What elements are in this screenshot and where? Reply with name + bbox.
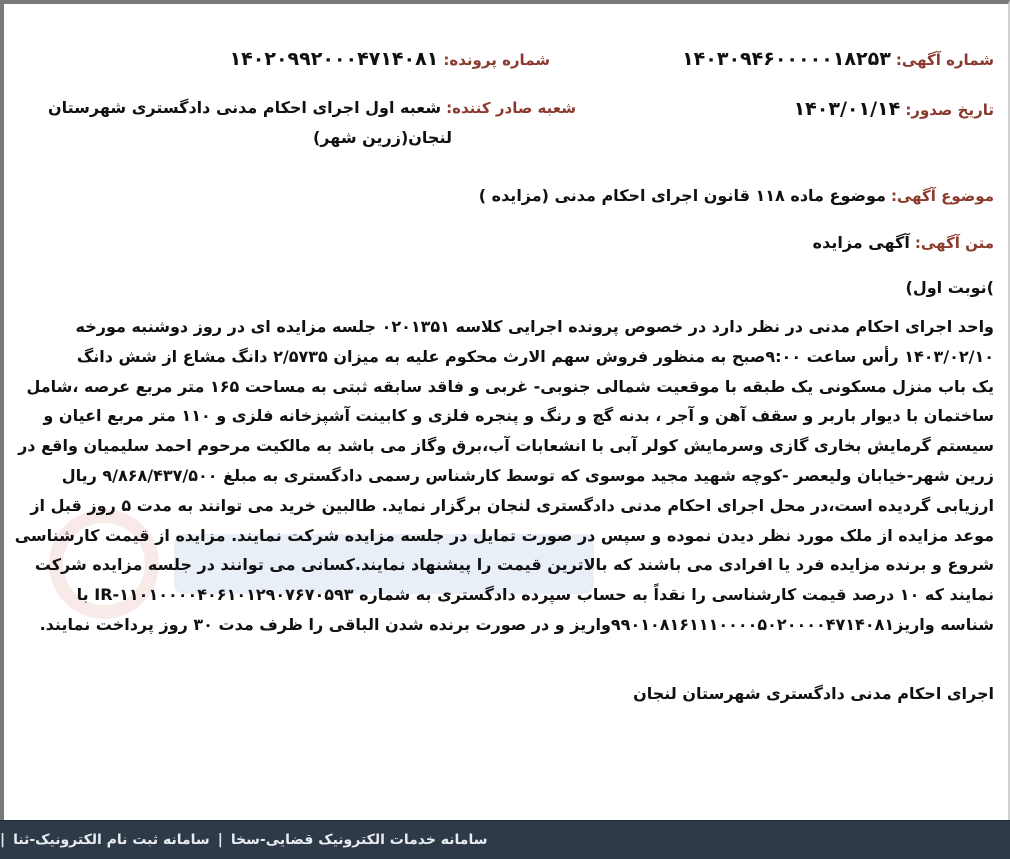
notice-title-row <box>813 233 994 252</box>
notice-number-row <box>682 48 994 70</box>
body-line: ارزیابی گردیده است،در محل اجرای احکام مدنی دادگستری لنجان برگزار نماید. طالبین خرید می توانند به مدت ۵ روز قبل از <box>30 495 994 515</box>
footer-link-sana[interactable]: سامانه ثبت نام الکترونیک-ثنا <box>13 832 210 848</box>
footer-separator-trailing: | <box>0 832 6 848</box>
notice-body <box>14 312 994 640</box>
issuing-branch-line1: شعبه اول اجرای احکام مدنی دادگستری شهرستان <box>47 98 442 117</box>
issuing-branch-label: شعبه صادر کننده: <box>446 99 576 117</box>
notice-signature: اجرای احکام مدنی دادگستری شهرستان لنجان <box>633 684 994 703</box>
body-line: شروع و برنده مزایده فرد یا افرادی می باشند که بالاترین قیمت را پیشنهاد نمایند.کسانی می توانند در جلسه مزایده شرکت <box>34 555 994 575</box>
subject-label: موضوع آگهی: <box>890 187 994 205</box>
notice-turn: )نوبت اول) <box>905 278 994 297</box>
issue-date-label: تاریخ صدور: <box>905 101 994 119</box>
case-number-row <box>230 48 550 70</box>
notice-number-label: شماره آگهی: <box>895 51 994 69</box>
footer-link-sakha[interactable]: سامانه خدمات الکترونیک قضایی-سخا <box>230 832 488 848</box>
body-line: ۱۴۰۳/۰۲/۱۰ رأس ساعت ۹:۰۰صبح به منظور فروش سهم الارث محکوم علیه به میزان ۲/۵۷۳۵ دانگ مشاع از شش دانگ <box>76 346 994 366</box>
case-number-label: شماره پرونده: <box>443 51 550 69</box>
case-number-value: ۱۴۰۲۰۹۹۲۰۰۰۴۷۱۴۰۸۱ <box>229 48 439 70</box>
body-line: ساختمان با دیوار باربر و سقف آهن و آجر ، بدنه گچ و رنگ و پنجره فلزی و کابینت آشپزخانه فلزی و ۱۱۰ متر مربع اعیان و <box>43 406 994 426</box>
notice-text-label: متن آگهی: <box>914 234 994 252</box>
subject-value: موضوع ماده ۱۱۸ قانون اجرای احکام مدنی (مزایده ) <box>478 186 886 205</box>
issue-date-row <box>794 98 994 120</box>
notice-title: آگهی مزایده <box>812 233 910 252</box>
footer-separator: | <box>217 832 223 848</box>
subject-row <box>479 186 994 205</box>
body-line: سیستم گرمایش بخاری گازی وسرمایش کولر آبی با انشعابات آب،برق وگاز می باشد به مالکیت مرحوم احمد سلیمیان واقع در <box>18 436 994 456</box>
turn-row <box>906 278 995 297</box>
issue-date-value: ۱۴۰۳/۰۱/۱۴ <box>793 98 901 120</box>
notice-number-value: ۱۴۰۳۰۹۴۶۰۰۰۰۰۱۸۲۵۳ <box>682 48 891 70</box>
body-line: شناسه واریز۹۹۰۱۰۸۱۶۱۱۱۰۰۰۰۵۰۲۰۰۰۰۴۷۱۴۰۸۱واریز و در صورت برنده شدن الباقی را ظرف مدت ۳۰ روز پرداخت نمایند. <box>39 614 994 634</box>
issuing-branch-line2: لنجان(زرین شهر) <box>312 128 452 147</box>
issuing-branch-line2-row <box>313 128 452 147</box>
footer-bar <box>0 820 1010 859</box>
body-line: واحد اجرای احکام مدنی در نظر دارد در خصوص پرونده اجرایی کلاسه ۰۲۰۱۳۵۱ جلسه مزایده ای در روز دوشنبه مورخه <box>75 317 994 336</box>
body-line: یک باب منزل مسکونی یک طبقه با موقعیت شمالی جنوبی- غربی و فاقد سابقه ثبتی به مساحت ۱۶۵ متر مربع عرصه ،شامل <box>26 376 994 396</box>
body-line: موعد مزایده از ملک مورد نظر دیدن نموده و سپس در صورت تمایل در جلسه مزایده شرکت نمایند. مزایده از قیمت کارشناسی <box>14 525 994 545</box>
body-line: زرین شهر-خیابان ولیعصر -کوچه شهید مجید موسوی که توسط کارشناس رسمی دادگستری به مبلغ ۹/۸۶۸/۴۳۷/۵۰۰ ریال <box>61 465 994 485</box>
issuing-branch-row <box>48 98 576 117</box>
body-line: نمایند که ۱۰ درصد قیمت کارشناسی را نقداً به حساب سپرده دادگستری به شماره IR-۱۱۰۱۰۰۰۰۴۰۶۱۰۱۲۹۰۷۶۷۰۵۹۳ با <box>76 585 994 605</box>
